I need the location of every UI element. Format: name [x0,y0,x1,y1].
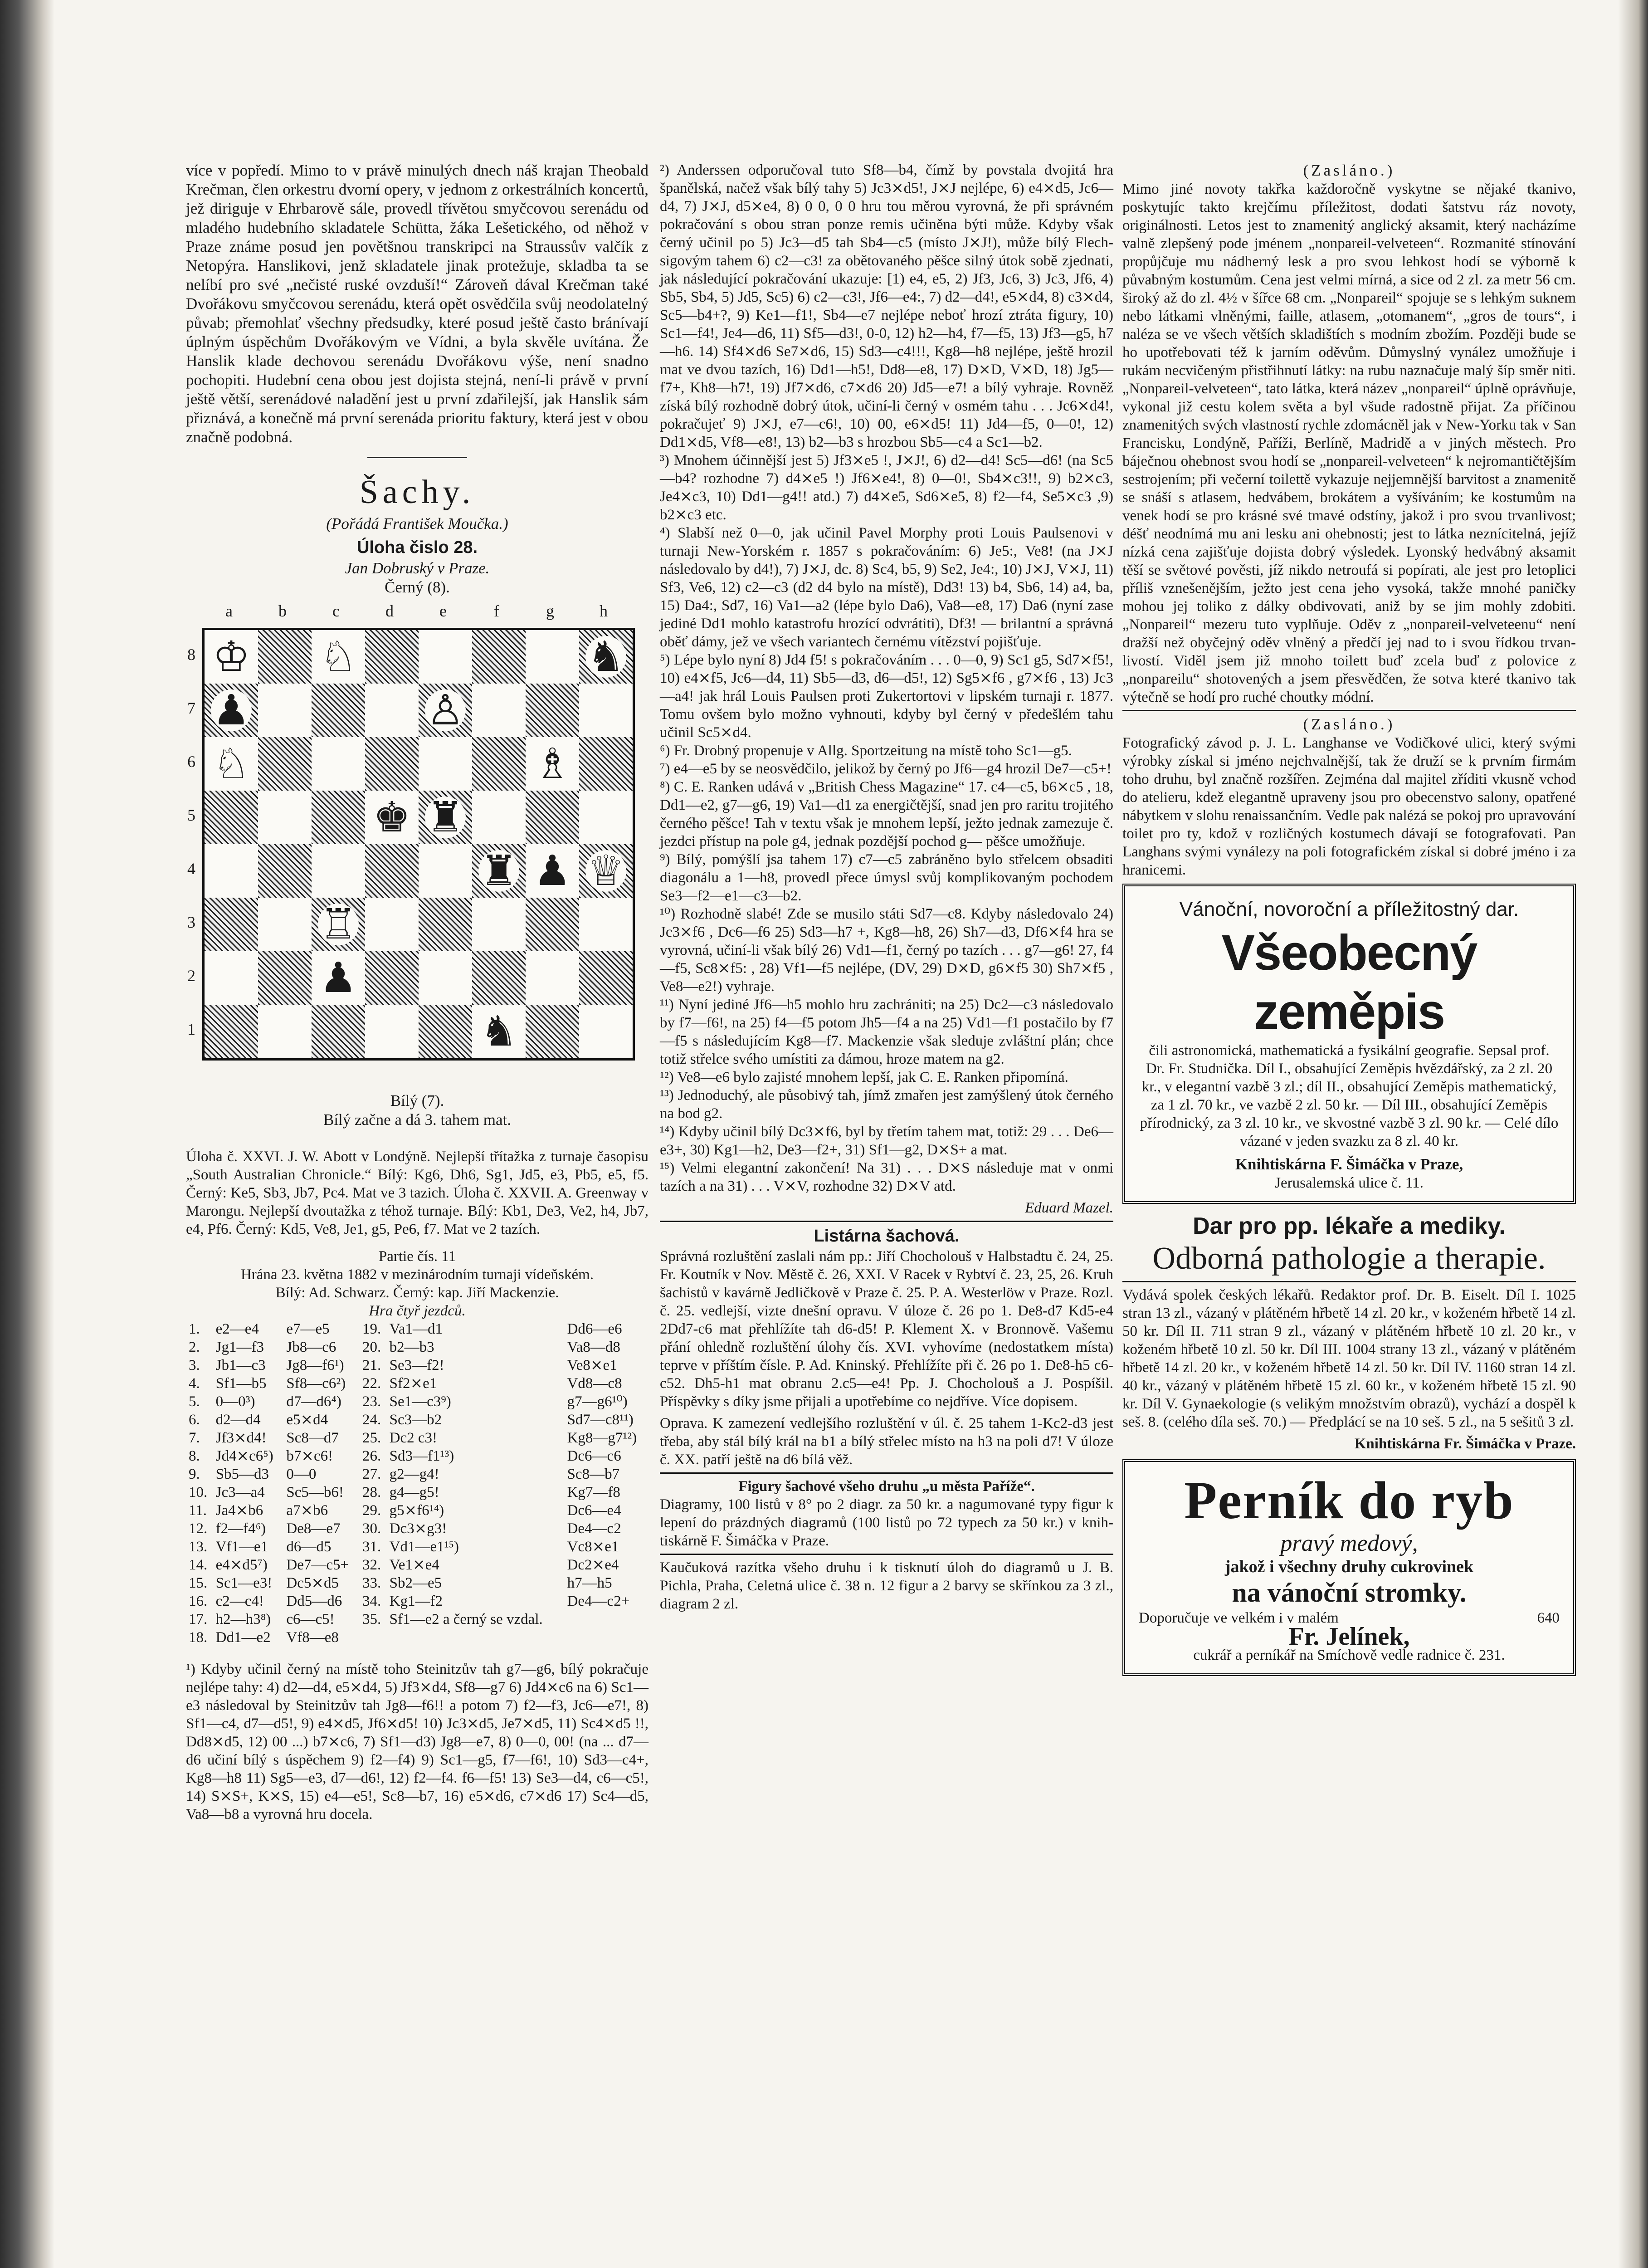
ad-pathology-publisher: Knihtiskárna Fr. Šimáčka v Praze. [1354,1436,1576,1452]
move-cell: 23. [362,1393,381,1410]
move-cell: d7—d6⁴) [286,1393,341,1410]
move-cell: 33. [362,1575,381,1591]
move-row [186,1592,648,1610]
move-cell: 9. [189,1466,200,1482]
divider [1122,1281,1576,1282]
rank-label: 5 [187,806,195,824]
binding-shadow-left [0,0,54,2268]
problem-author: Jan Dobruský v Praze. [345,559,490,577]
rank-label: 2 [187,967,195,985]
move-cell: Dc6—e4 [567,1502,621,1519]
board-square [472,630,526,684]
move-cell: Sc3—b2 [389,1412,442,1428]
ad-pathology-title: Odborná pathologie a therapie. [1152,1241,1546,1276]
rank-label: 7 [187,699,195,717]
move-cell: De4—c2 [567,1520,621,1537]
move-cell: Jg1—f3 [215,1339,264,1355]
chess-letters-text: Správná rozluštění zaslali nám pp.: Jiří Chocholouš v Halbstadtu č. 24, 25. Fr. Koutník v Nov. Městě č. 26, XXI. V Racek v Rybtví č. 23, 25, 26. Kruh šachistů v kavárně Jedličkově v Praze č. 25. P. A. Westerlöw v Praze. Rozl. č. 25. vedlejší, vizte dnešní opravu. V úloze č. 26 po 1. De8-d7 Kd5-e4 2Dd7-c6 mat přehlížíte tah d6-d5! P. Klement X. v Bronnově. Vašemu přání ohledně rozluštění úlohy čís. XVI. vyhovíme (nedostatkem místa) teprve v příštím čísle. P. Ad. Kninský. Přehlížíte při č. 26 po 1. De8-h5 c6-c52. Dh5-h1 mat obranu 2.c5—e4! Pp. J. Chocholouš a J. Pospíšil. Příspěvky s díky jsme přijali a upotřebíme co nejdříve. Více dopisem. [660,1248,1113,1410]
ad-stamps-text: Kaučuková razítka všeho druhu i k tisknutí úloh do diagramů u J. B. Pichla, Praha, Celetná ulice č. 38 n. 12 figur a 2 barvy se skřínkou za 3 zl., diagram 2 zl. [660,1559,1113,1612]
move-cell: Vd8—c8 [567,1375,622,1392]
board-square [472,737,526,791]
move-cell: e7—e5 [286,1321,330,1337]
ad-gingerbread-address: cukrář a perníkář na Smíchově vedle radnice č. 231. [1193,1647,1505,1663]
move-cell: 22. [362,1375,381,1392]
move-cell: 12. [189,1520,208,1537]
move-cell [565,1610,648,1628]
file-label: h [600,602,608,620]
chess-piece: ♚ [365,791,419,844]
move-cell: h7—h5 [567,1575,612,1591]
move-cell: Jb1—c3 [215,1357,266,1374]
board-square [258,951,312,1005]
board-square [419,737,472,791]
problem-title: Úloha čislo 28. [356,538,478,557]
game-title: Partie čís. 11 [378,1248,456,1265]
move-row [186,1574,648,1592]
chess-piece: ♞ [472,1005,526,1058]
board-square [472,951,526,1005]
board-square [312,1005,365,1058]
move-cell: 20. [362,1339,381,1355]
move-cell: 10. [189,1484,208,1501]
board-square [312,684,365,737]
move-cell: Ve8⨯e1 [567,1357,617,1374]
board-square [205,898,258,951]
move-cell: Ve1⨯e4 [389,1557,439,1573]
board-square [419,630,472,684]
ad-geography-address: Jerusalemská ulice č. 11. [1275,1175,1424,1191]
move-cell: 0—0 [286,1466,317,1482]
move-cell: 13. [189,1539,208,1555]
chess-letters-title: Listárna šachová. [814,1227,960,1246]
ad-geography-top: Vánoční, novoroční a příležitostný dar. [1179,898,1519,920]
board-square [526,1005,579,1058]
move-cell: 21. [362,1357,381,1374]
board-square [579,898,633,951]
file-label: d [385,602,394,620]
move-cell: Jf3⨯d4! [215,1430,267,1446]
move-cell: Dd5—d6 [286,1593,342,1609]
move-cell: g5⨯f6¹⁴) [389,1502,444,1519]
move-cell: 35. [362,1611,381,1628]
move-row [186,1411,648,1429]
move-cell: Kg7—f8 [567,1484,620,1501]
chess-piece: ♘ [312,630,365,684]
divider [660,1221,1113,1222]
ad-geography [1122,884,1576,1204]
move-cell: Sb2—e5 [389,1575,442,1591]
board-square [258,844,312,898]
board-square [312,791,365,844]
board-square [579,737,633,791]
board-square [365,737,419,791]
move-cell: Dd6—e6 [567,1321,622,1337]
file-label: b [278,602,287,620]
move-cell: 3. [189,1357,200,1374]
photo-studio-text: Fotografický závod p. J. L. Langhanse ve Vodičkové ulici, který svými výrobky získal si jméno nejchvalnější, tak že druží se k prvním firmám toho druhu, byl značně rozšířen. Zejména dal majitel zříditi vkusně vchod do atelieru, kdež elegantně upraveny jsou pro obecenstvo salony, opatřené nábytkem v slohu renaissančním. Vedle pak nalézá se pokoj pro upravování toilet pro ty, kdož v rozličných kostumech dávají se fotografovati. Pan Langhans svými vynálezy na poli fotografickém získal si dobré jméno i za hranicemi. [1122,735,1576,878]
move-cell: Jg8—f6¹) [286,1357,344,1374]
chess-piece: ♔ [205,630,258,684]
move-cell: 2. [189,1339,200,1355]
move-cell: a7⨯b6 [286,1502,328,1519]
board-square [258,1005,312,1058]
chess-piece: ♘ [205,737,258,791]
velveteen-text: Mimo jiné novoty takřka každoročně vyskytne se nějaké tkanivo, poskytujíc takto krejčímu příležitost, dodati šatstvu ráz novoty, originálnosti. Letos jest to znamenitý anglický aksamit, který nacházíme valně zlepšený pode jménem „nonpareil-velveteen“. Rozmanité stínování propůjčuje mu nádherný lesk a pro svou lehkost hodí se výborně k půvabným kostumům. Cena jest velmi mírná, a sice od 2 zl. za metr 56 cm. široký až do zl. 4½ v šířce 68 cm. „Nonpareil“ spojuje se s lehkým suknem nebo látkami vlněnými, faille, atlasem, „otomanem“, „gros de tours“, i naléza se ve všech větších skladištích s modním zbožím. Později bude se ho upotřebovati též k jarním oděvům. Důmyslný vynález umožňuje i rukám necvičeným přistřihnutí látky: na rubu naznačuje malý šíp směr niti. „Nonpareil-velveteen“, tato látka, která název „nonpareil“ úplně oprávňuje, vykonal již cestu kolem světa a byl všude radostně přijat. Za příčinou znamenitých svých vlastností rychle zdomácněl jak v New-Yorku tak v San Francisku, Londýně, Paříži, Berlíně, Madridě a v jiných městech. Pro báječnou ohebnost svou hodí se „nonpareil-velveteen“ k nejromantičtějším sestrojením; při večerní toilettě vykazuje nejjemnější barvitost a znamenitě se snáší s atlasem, hedvábem, brokátem a vyšíváním; ke kostumům na venek hodí se pro krásné své tmavé odstíny, jakož i pro svou trvanlivost; déšť neodnímá mu ani lesku ani ohebnosti; jest to látka neznícitelná, jejíž nízká cena zajišťuje dojista dobrý výsledek. Lyonský hedvábný aksamit těší se světové pověsti, jíž nikdo netroufá si popírati, ale jest pro letoplici příliš vznešenějším, ježto jest cena jeho vysoká, takže mnohé paničky mohou jej toliko z dálky obdivovati, aniž by se jim mohly zdobiti. „Nonpareil“ mezeru tuto vyplňuje. Oděv z „nonpareil-velveteenu“ není dražší než obyčejný oděv vlněný a předčí jej nad to i svou řídkou trvanlivostí. Viděl jsem již mnoho toilett buď zcela buď z polovice z „nonpareilu“ shotovených a jsem přesvědčen, že sotva které tkanivo tak výtečně se hodí pro ruché choutky módní. [1122,181,1576,705]
move-cell: e5⨯d4 [286,1412,328,1428]
sent-in-label-1: (Zasláno.) [1303,161,1395,179]
move-row [186,1356,648,1374]
chess-piece: ♜ [419,791,472,844]
chess-piece: ♙ [419,684,472,737]
move-cell: 29. [362,1502,381,1519]
move-cell: Dc6—c6 [567,1448,621,1464]
rank-label: 1 [187,1020,195,1038]
board-square [205,1005,258,1058]
board-square [526,951,579,1005]
ad-gingerbread-recommend: Doporučuje ve velkém i v malém [1139,1610,1339,1626]
move-row [186,1556,648,1574]
chess-piece: ♟ [205,684,258,737]
file-labels [186,601,648,624]
ad-geography-publisher: Knihtiskárna F. Šimáčka v Praze, [1235,1155,1463,1173]
board-square [205,844,258,898]
move-cell: 25. [362,1430,381,1446]
game-sub-3: Hra čtyř jezdců. [369,1303,466,1319]
move-cell [360,1628,387,1647]
move-cell: 26. [362,1448,381,1464]
board-square [365,844,419,898]
chess-piece: ♗ [526,737,579,791]
divider [660,1472,1113,1474]
board-square [205,951,258,1005]
move-cell: 1. [189,1321,200,1337]
ad-gingerbread-title: Perník do ryb [1184,1471,1514,1530]
file-label: c [332,602,340,620]
move-cell: Sb5—d3 [215,1466,269,1482]
divider [660,1554,1113,1555]
board-square [579,1005,633,1058]
board-square [579,684,633,737]
move-cell: c2—c4! [215,1593,264,1609]
board-square [526,791,579,844]
board-square [258,898,312,951]
chess-piece: ♞ [579,630,633,684]
ad-figures-title: Figury šachové všeho druhu „u města Paříže“. [738,1478,1035,1495]
move-row [186,1538,648,1556]
divider [1122,710,1576,711]
black-count-label: Černý (8). [385,578,450,596]
ad-pathology-top: Dar pro pp. lékaře a mediky. [1193,1213,1506,1239]
move-cell [565,1628,648,1647]
move-cell: Se1—c3⁹) [389,1393,451,1410]
board-square [258,791,312,844]
moves-table [186,1320,648,1647]
move-cell: De4—c2+ [567,1593,630,1609]
move-cell: Vf1—e1 [215,1539,268,1555]
correction-text: Oprava. K zamezení vedlejšího rozluštění v úl. č. 25 tahem 1-Kc2-d3 jest třeba, aby stál bílý král na b1 a bílý střelec místo na h3 na poli d7! V úloze č. XX. patří ještě na d6 bílá věž. [660,1415,1113,1468]
move-cell: 24. [362,1412,381,1428]
move-cell: 8. [189,1448,200,1464]
board-square [472,684,526,737]
board-square [526,684,579,737]
move-cell: g4—g5! [389,1484,439,1501]
ad-geography-title: Všeobecný zeměpis [1221,925,1477,1040]
move-cell: 32. [362,1557,381,1573]
move-cell: Se3—f2! [389,1357,444,1374]
move-row [186,1320,648,1338]
move-row [186,1628,648,1647]
move-cell: 28. [362,1484,381,1501]
move-cell: Sc5—b6! [286,1484,344,1501]
ad-gingerbread [1122,1459,1576,1676]
board-square [312,737,365,791]
move-cell: De8—e7 [286,1520,341,1537]
board-square [419,1005,472,1058]
chess-piece: ♕ [579,844,633,898]
move-cell: Va8—d8 [567,1339,620,1355]
rank-label: 3 [187,913,195,931]
ad-pathology-text: Vydává spolek českých lékařů. Redaktor prof. Dr. B. Eiselt. Díl I. 1025 stran 13 zl., vázaný v plátěném hřbetě 14 zl. 20 kr., v koženém hřbetě 14 zl. 50 kr. Díl II. 711 stran 9 zl., vázaný v plátěném hřbetě 10 zl. 20 kr., v koženém hřbetě 10 zl. 50 kr. Díl III. 1004 strany 13 zl., vázaný v plátěném hřbetě 14 zl. 20 kr., v koženém hřbetě 14 zl. 50 kr. Díl IV. 1160 stran 14 zl. 40 kr., vázaný v plátěném hřbetě 15 zl. 60 kr., v koženém hřbetě 15 zl. 90 kr. Díl V. Gynaekologie (s velikým množstvím obrazů), vychází a dospěl k seš. 8. (celého díla seš. 70.) — Předplácí se na 10 seš. 5 zl., na 5 sešitů 3 zl. [1122,1287,1576,1430]
chess-piece: ♟ [312,951,365,1005]
move-cell: 30. [362,1520,381,1537]
move-cell: 27. [362,1466,381,1482]
board-square [365,1005,419,1058]
problems-text: Úloha č. XXVI. J. W. Abott v Londýně. Nejlepší třítažka z turnaje časopisu „South Australian Chronicle.“ Bílý: Kg6, Dh6, Sg1, Jd5, e3, Pb5, e5, f5. Černý: Ke5, Sb3, Jb7, Pc4. Mat ve 3 tazich. Úloha č. XXVII. A. Greenway v Marongu. Nejlepší dvoutažka z téhož turnaje. Bílý: Kb1, De3, Ve2, h4, Jb7, e4, Pf6. Černý: Kd5, Ve8, Je1, g5, Pe6, f7. Mat ve 2 tazích. [186,1149,648,1237]
board-square [526,898,579,951]
board-square [365,951,419,1005]
board-square [472,898,526,951]
move-row [186,1501,648,1520]
move-cell: 6. [189,1412,200,1428]
move-cell: Vf8—e8 [286,1629,339,1646]
move-cell: Sc1—e3! [215,1575,273,1591]
problem-task: Bílý začne a dá 3. tahem mat. [323,1111,511,1129]
board-square [579,951,633,1005]
move-cell: 0—0³) [215,1393,255,1410]
move-cell: Kg1—f2 [389,1593,443,1609]
board-square [258,684,312,737]
move-cell: 7. [189,1430,200,1446]
chess-section-editor: (Pořádá František Moučka.) [326,515,508,533]
board-square [205,791,258,844]
move-cell: Kg8—g7¹²) [567,1430,637,1446]
board-square [526,630,579,684]
move-cell [387,1628,565,1647]
move-cell: Sd7—c8¹¹) [567,1412,634,1428]
move-row [186,1338,648,1356]
move-cell: e4⨯d5⁷) [215,1557,268,1573]
move-cell: Sf1—b5 [215,1375,267,1392]
ad-figures-text: Diagramy, 100 listů v 8° po 2 diagr. za 50 kr. a nagumované typy figur k lepení do prázdných diagramů (100 listů po 72 typech za 50 kr.) v knihtiskárně F. Šimáčka v Praze. [660,1496,1113,1549]
binding-shadow-right [1618,0,1648,2268]
file-label: f [494,602,499,620]
file-label: g [546,602,554,620]
move-cell: Sd3—f1¹³) [389,1448,454,1464]
divider [367,457,467,458]
rank-label: 6 [187,753,195,771]
board-square [472,791,526,844]
ad-geography-text: čili astronomická, mathematická a fysikální geografie. Sepsal prof. Dr. Fr. Studnička. Díl I., obsahující Zeměpis hvězdářský, za 2 zl. 20 kr., v elegantní vazbě 3 zl.; díl II., obsahující Zeměpis mathematický, za 1 zl. 70 kr., ve vazbě 2 zl. 50 kr. — Díl III., obsahující Zeměpis přírodnický, za 3 zl. 10 kr., ve skvostné vazbě 3 zl. 90 kr. — Celé dílo vázané v jeden svazku za 8 zl. 40 kr. [1140,1042,1559,1149]
board-square [419,844,472,898]
move-cell: Sf2⨯e1 [389,1375,437,1392]
chess-board [202,628,635,1061]
rank-label: 4 [187,860,195,878]
board-square [419,951,472,1005]
move-cell: h2—h3⁸) [215,1611,271,1628]
game-notes: ²) Anderssen odporučoval tuto Sf8—b4, čímž by povstala dvojitá hra španělská, načež však bílý tahy 5) Jc3⨯d5!, J⨯J nejlépe, 6) e4⨯d5, Jc6—d4, 7) J⨯J, d5⨯e4, 8) 0 0, 0 0 hru tou měrou vyrovná, že při správném pokračování s obou stran ponze remis učiněna býti může. Kdyby však černý učinil po 5) Jc3—d5 tah Sb4—c5 (místo J⨯J!), může bílý Flechsigovým tahem 6) c2—c3! za obětovaného pěšce silný útok sobě zjednati, jak následující pokračování ukazuje: [1) e4, e5, 2) Jf3, Jc6, 3) Jc3, Jf6, 4) Sb5, Sb4, 5) Jd5, Sc5) 6) c2—c3!, Jf6—e4:, 7) d2—d4!, e5⨯d4, 8) c3⨯d4, Sc5—b4+?, 9) Ke1—f1!, Sb4—e7 nejlépe neboť hrozí ztráta figury, 10) Sc1—f4!, Je4—d6, 11) Sf5—d3!, 0-0, 12) h2—h4, f7—f5, 13) Jf3—g5, h7—h6. 14) Sf4⨯d6 Se7⨯d6, 15) Sd3—c4!!!, Kg8—h8 nejlépe, ještě hrozil mat ve dvou tazích, 16) Dd1—h5!, Dd8—e8, 17) D⨯D, V⨯D, 18) Jg5—f7+, Kh8—h7!, 19) Jf7⨯d6, c7⨯d6 20) Jd5—e7! a bílý vyhraje. Rovněž získá bílý rozhodně dobrý útok, učiní-li černý v osmém tahu . . . Jc6⨯d4!, pokračujeť 9) J⨯J, e7—c6!, 10) 00, e6⨯d5! 11) Jd4—f5, 0—0!, 12) Dd1⨯d5, Vf8—e8!, 13) b2—b3 s hrozbou Sb5—c4 a Sc1—b2. ³) Mnohem účinnější jest 5) Jf3⨯e5 !, J⨯J!, 6) d2—d4! Sc5—d6! (na Sc5—b4? rozhodne 7) d4⨯e5 !) Jf6⨯e4!, 8) 0—0!, Sb4⨯c3!!, 9) b2⨯c3, Je4⨯c3, 10) Dd1—g4!! atd.) 7) d4⨯e5, Sd6⨯e5, 8) f2—f4, Se5⨯c3 ,9) b2⨯c3 etc. ⁴) Slabší než 0—0, jak učinil Pavel Morphy proti Louis Paulsenovi v turnaji New-Yorském r. 1857 s pokračováním: 6) Je5:, Ve8! (na J⨯J následovalo by d4!), 7) J⨯J, dc. 8) Sc4, b5, 9) Se2, Je4:, 10) J⨯J, V⨯J, 11) Sf3, Ve6, 12) c2—c3 (d2 d4 bylo na místě), Dd3! 13) b4, Sb6, 14) a4, ba, 15) Da4:, Sd7, 16) Va1—a2 (lépe bylo Da6), Va8—e8, 17) Da6 (nyní zase jediné Dd1 mohlo katastrofu hrozící odvrátiti), Df3! — brilantní a správná oběť dámy, jež ve všech variantech černému vítězství pojišťuje. ⁵) Lépe bylo nyní 8) Jd4 f5! s pokračováním . . . 0—0, 9) Sc1 g5, Sd7⨯f5!, 10) e4⨯f5, Jc6—d4, 11) Sb5—d3, d6—d5!, 12) Sg5⨯f6 , g7⨯f6 , 13) Jc3—a4! jak hrál Louis Paulsen proti Zukertortovi v lipském turnaji r. 1877. Tomu ovšem bylo možno vyhnouti, kdyby byl černý v předešlém tahu učinil Sc5⨯d4. ⁶) Fr. Drobný propenuje v Allg. Sportzeitung na místě toho Sc1—g5. ⁷) e4—e5 by se neosvědčilo, jelikož by černý po Jf6—g4 hrozil De7—c5+! ⁸) C. E. Ranken udává v „British Chess Magazine“ 17. c4—c5, b6⨯c5 , 18, Dd1—e2, g7—g6, 19) Va1—d1 za energičtější, snad jen pro raritu trojitého černého pěšce! Tah v textu však je mnohem lepší, ježto jednak zamezuje č. jezdci přístup na pole g4, jednak pozdější pochod g— pěšce umožňuje. ⁹) Bílý, pomýšlí jsa tahem 17) c7—c5 zabráněno bylo střelcem obsaditi diagonálu a 1—h8, provedl přece úmysl svůj komplikovaným pochodem Se3—f2—e1—c3—b2. ¹⁰) Rozhodně slabé! Zde se musilo státi Sd7—c8. Kdyby následovalo 24) Jc3⨯f6 , Dc6—f6 25) Sd3—h7 +, Kg8—h8, 26) Sh7—d3, Df6⨯f4 hra se vyrovná, učiní-li však bílý 26) Vd1—f1, černý po tazích . . . g7—g6! 27, f4—f5, Sc8⨯f5: , 28) Vf1—f5 nejlépe, (DV, 29) D⨯D, g6⨯f5 30) Sh7⨯f5 , Ve8—e2!) vyhraje. ¹¹) Nyní jediné Jf6—h5 mohlo hru zachrániti; na 25) Dc2—c3 následovalo by f7—f6!, na 25) f4—f5 potom Jh5—f4 a na 25) Vd1—f1 postačilo by f7—f5 s následujícím Kg8—f7. Mackenzie však sleduje zvláštní plán; chce totiž střelce svého umístiti za dámou, hroze matem na g2. ¹²) Ve8—e6 bylo zajisté mnohem lepší, jak C. E. Ranken připomíná. ¹³) Jednoduchý, ale působivý tah, jímž zmařen jest zamýšlený útok černého na bod g2. ¹⁴) Kdyby učinil bílý Dc3⨯f6, byl by třetím tahem mat, totiž: 29 . . . De6—e3+, 30) Kg1—h2, De3—f2+, 31) Sf1—g2, D⨯S+ a mat. ¹⁵) Velmi elegantní zakončení! Na 31) . . . D⨯S následuje mat v onmi tazích a na 31) . . . V⨯V, rozhodne 32) D⨯V atd. [660,162,1113,1194]
notes-signature: Eduard Mazel. [1025,1200,1113,1216]
move-row [186,1610,648,1628]
chess-section-title: Šachy. [359,474,475,511]
move-cell: 4. [189,1375,200,1392]
board-square [258,737,312,791]
move-cell: g2—g4! [389,1466,439,1482]
move-cell: 18. [189,1629,208,1646]
move-cell: Vc8⨯e1 [567,1539,619,1555]
move-cell: Dd1—e2 [215,1629,271,1646]
board-square [365,684,419,737]
ad-gingerbread-name: Fr. Jelínek, [1288,1623,1410,1651]
game-sub-2: Bílý: Ad. Schwarz. Černý: kap. Jiří Mackenzie. [275,1285,559,1301]
move-row [186,1429,648,1447]
move-cell: b7⨯c6! [286,1448,333,1464]
move-cell: 31. [362,1539,381,1555]
column-middle [660,161,1113,1617]
game-sub-1: Hrána 23. května 1882 v mezinárodním turnaji vídeňském. [240,1266,594,1283]
move-row [186,1374,648,1393]
ad-gingerbread-line-1: pravý medový, [1280,1530,1418,1556]
move-row [186,1465,648,1483]
white-count-label: Bílý (7). [390,1092,444,1110]
move-cell: Sf8—c6²) [286,1375,346,1392]
move-cell: Sc8—d7 [286,1430,339,1446]
move-cell: Va1—d1 [389,1321,443,1337]
move-cell: 17. [189,1611,208,1628]
file-label: a [225,602,233,620]
move-cell: Dc2 c3! [389,1430,437,1446]
move-cell: Sf1—e2 a černý se vzdal. [389,1611,543,1628]
move-cell: 34. [362,1593,381,1609]
move-cell: f2—f4⁶) [215,1520,266,1537]
rank-label: 8 [187,645,195,664]
move-cell: 11. [189,1502,207,1519]
move-cell: 14. [189,1557,208,1573]
chess-diagram [186,601,648,1091]
chess-piece: ♜ [472,844,526,898]
music-article-text: více v popředí. Mimo to v právě minulých dnech náš krajan Theobald Krečman, člen orkestru dvorní opery, v jednom z orkestrálních koncertů, jež diriguje v Ehrbarově sále, provedl třívětou smyčcovou serenádu od mladého hudebního skladatele Schütta, žáka Lešetického, od něhož v Praze známe posud jen povětšnou transkripci na Straussův valčík z Netopýra. Hanslikovi, jenž skladatele jinak protežuje, skladba ta se nelíbí pro své „nečisté ruské ovzduší!“ Zároveň dával Krečman také Dvořákovu smyčcovou serenádu, která opět osvědčila svůj neodolatelný půvab; přemohlať všechny předsudky, které posud ještě často bránívají úplným úspěchům Dvořákovým ve Vídni, a byla skvěle uvítána. Že Hanslik klade dechovou serenádu Dvořákovu výše, není snadno pochopiti. Hudební cena obou jest dojista stejná, není-li právě v první ještě větší, serenádové naladění jest u první zdařilejší, jak Hanslik sám přiznává, a konečně má první serenáda prioritu faktury, která jest v obou značně podobná. [186,161,648,446]
move-row [186,1520,648,1538]
move-cell: Vd1—e1¹⁵) [389,1539,459,1555]
move-cell: 16. [189,1593,208,1609]
move-cell: b2—b3 [389,1339,434,1355]
move-cell: d2—d4 [215,1412,261,1428]
sent-in-label-2: (Zasláno.) [1303,715,1395,733]
move-cell: d6—d5 [286,1539,332,1555]
column-left [186,161,648,1827]
file-label: e [439,602,447,620]
board-square [365,898,419,951]
move-cell: Dc5⨯d5 [286,1575,339,1591]
move-row [186,1483,648,1501]
board-square [312,844,365,898]
move-row [186,1447,648,1465]
move-row [186,1393,648,1411]
move-cell: Dc3⨯g3! [389,1520,447,1537]
move-cell: g7—g6¹⁰) [567,1393,628,1410]
move-cell: 5. [189,1393,200,1410]
chess-piece: ♖ [312,898,365,951]
column-right [1122,161,1576,1681]
move-cell: e2—e4 [215,1321,259,1337]
move-cell: Jc3—a4 [215,1484,265,1501]
board-square [579,791,633,844]
ad-gingerbread-number: 640 [1537,1610,1560,1626]
move-cell: c6—c5! [286,1611,335,1628]
board-square [419,898,472,951]
ad-gingerbread-line-2: jakož i všechny druhy cukrovinek [1224,1557,1474,1576]
move-cell: Jd4⨯c6⁵) [215,1448,273,1464]
chess-piece: ♟ [526,844,579,898]
move-cell: Dc2⨯e4 [567,1557,619,1573]
move-cell: De7—c5+ [286,1557,349,1573]
move-cell: Ja4⨯b6 [215,1502,263,1519]
move-cell: 15. [189,1575,208,1591]
move-cell: Jb8—c6 [286,1339,336,1355]
board-square [258,630,312,684]
ad-gingerbread-line-3: na vánoční stromky. [1232,1578,1467,1608]
move-cell: Sc8—b7 [567,1466,620,1482]
game-note-1: ¹) Kdyby učinil černý na místě toho Steinitzův tah g7—g6, bílý pokračuje nejlépe tahy: 4) d2—d4, e5⨯d4, 5) Jf3⨯d4, Sf8—g7 6) Jd4⨯c6 na 6) Sc1—e3 následoval by Steinitzův tah Jg8—f6!! a potom 7) f2—f3, Jc6—e7!, 8) Sf1—c4, d7—d5!, 9) e4⨯d5, Jf6⨯d5! 10) Jc3⨯d5, Je7⨯d5, 11) Sc4⨯d5 !!, Dd8⨯d5, 12) 00 ...) b7⨯c6, 7) Sf1—d3) Jg8—e7, 8) 0—0, 00! (na ... d7—d6 učiní bílý s úspěchem 9) f2—f4) 9) Sc1—g5, f7—f6!, 10) Sd3—c4+, Kg8—h8 11) Sg5—e3, d7—d6!, 12) f2—f4. f6—f5! 13) Se3—d4, c6—c5!, 14) S⨯S+, K⨯S, 15) e4—e5!, Sc8—b7, 16) e5⨯d6, c7⨯d6 17) Sc4—d5, Va8—b8 a vyrovná hru docela. [186,1661,648,1823]
board-square [365,630,419,684]
move-cell: 19. [362,1321,381,1337]
